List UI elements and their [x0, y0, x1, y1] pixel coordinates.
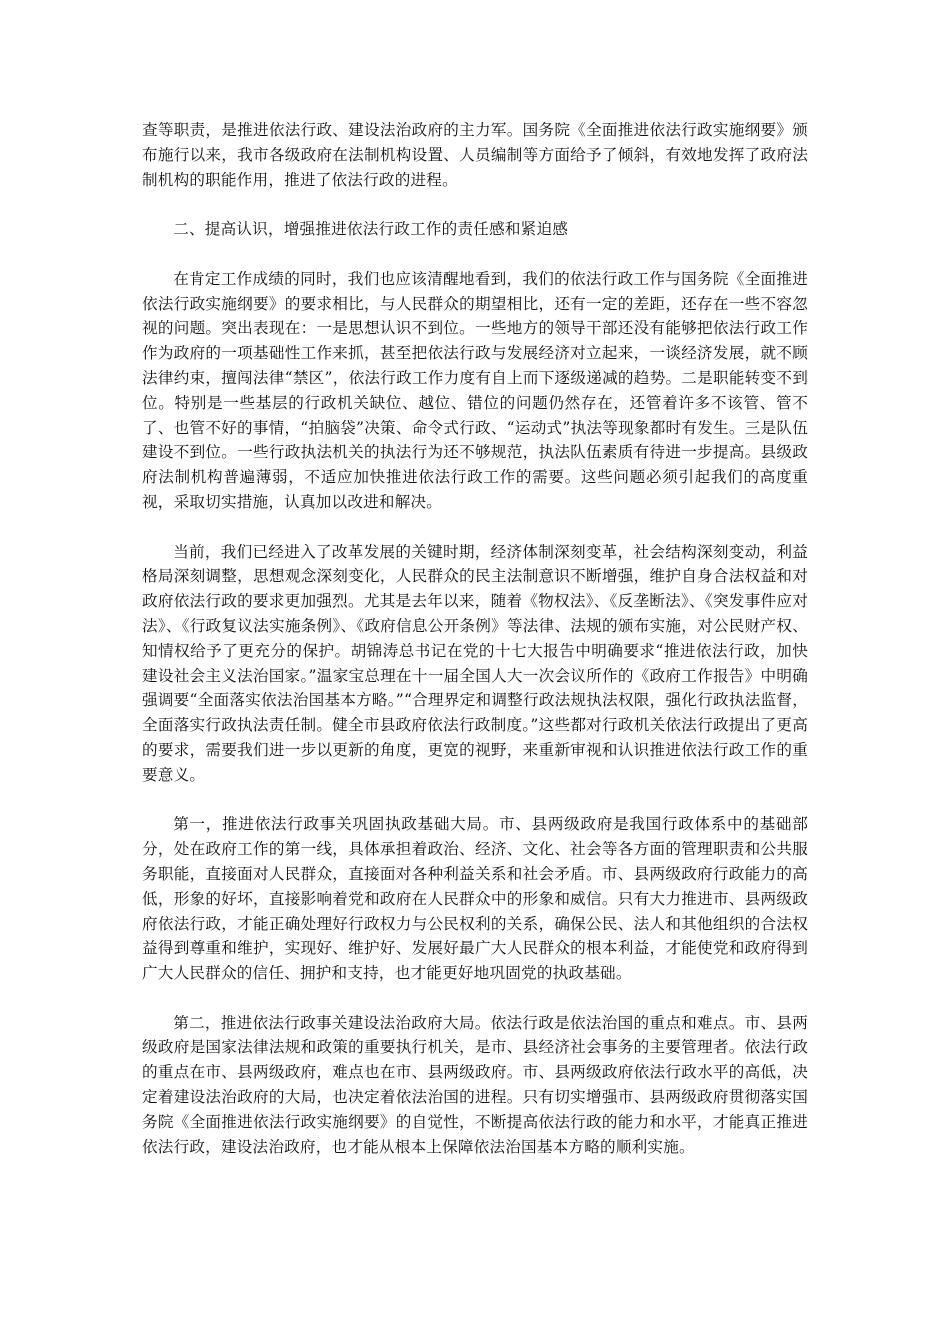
paragraph-continuation: 查等职责，是推进依法行政、建设法治政府的主力军。国务院《全面推进依法行政实施纲要》颁布施行以来，我市各级政府在法制机构设置、人员编制等方面给予了倾斜，有效地发挥了政府法制机构的职能作用，推进了依法行政的进程。: [142, 121, 808, 189]
document-body: [142, 118, 808, 1184]
section-heading: 二、提高认识，增强推进依法行政工作的责任感和紧迫感: [173, 220, 569, 239]
paragraph-first-point: 第一，推进依法行政事关巩固执政基础大局。市、县两级政府是我国行政体系中的基础部分，处在政府工作的第一线，具体承担着政治、经济、文化、社会等各方面的管理职责和公共服务职能，直接面对人民群众，直接面对各种利益关系和社会矛盾。市、县两级政府行政能力的高低，形象的好坏，直接影响着党和政府在人民群众中的形象和威信。只有大力推进市、县两级政府依法行政，才能正确处理好行政权力与公民权利的关系，确保公民、法人和其他组织的合法权益得到尊重和维护，实现好、维护好、发展好最广大人民群众的根本利益，才能使党和政府得到广大人民群众的信任、拥护和支持，也才能更好地巩固党的执政基础。: [142, 815, 808, 983]
paragraph-problems: 在肯定工作成绩的同时，我们也应该清醒地看到，我们的依法行政工作与国务院《全面推进依法行政实施纲要》的要求相比，与人民群众的期望相比，还有一定的差距，还存在一些不容忽视的问题。突出表现在：一是思想认识不到位。一些地方的领导干部还没有能够把依法行政工作作为政府的一项基础性工作来抓，甚至把依法行政与发展经济对立起来，一谈经济发展，就不顾法律约束，擅闯法律“禁区”，依法行政工作力度有自上而下逐级递减的趋势。二是职能转变不到位。特别是一些基层的行政机关缺位、越位、错位的问题仍然存在，还管着许多不该管、管不了、也管不好的事情，“拍脑袋”决策、命令式行政、“运动式”执法等现象都时有发生。三是队伍建设不到位。一些行政执法机关的执法行为还不够规范，执法队伍素质有待进一步提高。县级政府法制机构普遍薄弱，不适应加快推进依法行政工作的需要。这些问题必须引起我们的高度重视，采取切实措施，认真加以改进和解决。: [142, 269, 808, 511]
paragraph-second-point: 第二，推进依法行政事关建设法治政府大局。依法行政是依法治国的重点和难点。市、县两级政府是国家法律法规和政策的重要执行机关，是市、县经济社会事务的主要管理者。依法行政的重点在市、县两级政府，难点也在市、县两级政府。市、县两级政府依法行政水平的高低，决定着建设法治政府的大局，也决定着依法治国的进程。只有切实增强市、县两级政府贯彻落实国务院《全面推进依法行政实施纲要》的自觉性，不断提高依法行政的能力和水平，才能真正推进依法行政，建设法治政府，也才能从根本上保障依法治国基本方略的顺利实施。: [142, 1013, 808, 1156]
paragraph-current-situation: 当前，我们已经进入了改革发展的关键时期，经济体制深刻变革，社会结构深刻变动，利益格局深刻调整，思想观念深刻变化，人民群众的民主法制意识不断增强，维护自身合法权益和对政府依法行政的要求更加强烈。尤其是去年以来，随着《物权法》、《反垄断法》、《突发事件应对法》、《行政复议法实施条例》、《政府信息公开条例》等法律、法规的颁布实施，对公民财产权、知情权给予了更充分的保护。胡锦涛总书记在党的十七大报告中明确要求“推进依法行政，加快建设社会主义法治国家。”温家宝总理在十一届全国人大一次会议所作的《政府工作报告》中明确强调要“全面落实依法治国基本方略。”“合理界定和调整行政法规执法权限，强化行政执法监督，全面落实行政执法责任制。健全市县政府依法行政制度。”这些都对行政机关依法行政提出了更高的要求，需要我们进一步以更新的角度，更宽的视野，来重新审视和认识推进依法行政工作的重要意义。: [142, 542, 808, 784]
